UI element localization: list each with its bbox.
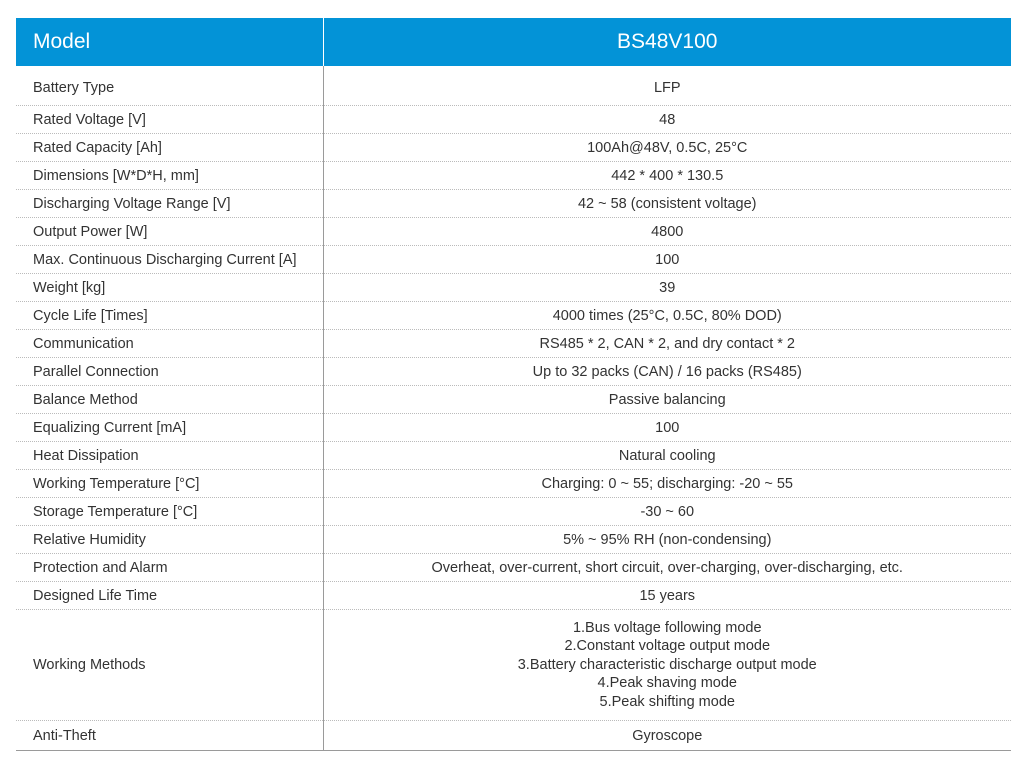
spec-label: Battery Type: [16, 66, 323, 106]
working-method-item: 4.Peak shaving mode: [597, 675, 737, 692]
header-label: Model: [16, 18, 323, 66]
spec-value: 442 * 400 * 130.5: [323, 162, 1011, 190]
spec-label: Designed Life Time: [16, 582, 323, 610]
spec-row-weight: [16, 274, 1011, 302]
spec-value: LFP: [323, 66, 1011, 106]
spec-value: Passive balancing: [323, 386, 1011, 414]
spec-label: Communication: [16, 330, 323, 358]
spec-value: 39: [323, 274, 1011, 302]
spec-label: Weight [kg]: [16, 274, 323, 302]
spec-row-working-methods: [16, 610, 1011, 721]
working-method-item: 5.Peak shifting mode: [599, 693, 735, 710]
spec-row-max-discharging-current: [16, 246, 1011, 274]
spec-value: 42 ~ 58 (consistent voltage): [323, 190, 1011, 218]
spec-label: Equalizing Current [mA]: [16, 414, 323, 442]
spec-label: Working Temperature [°C]: [16, 470, 323, 498]
spec-row-equalizing-current: [16, 414, 1011, 442]
spec-label: Anti-Theft: [16, 721, 323, 751]
spec-label: Parallel Connection: [16, 358, 323, 386]
spec-value: 48: [323, 106, 1011, 134]
spec-value: 15 years: [323, 582, 1011, 610]
spec-value: 100: [323, 246, 1011, 274]
spec-label: Dimensions [W*D*H, mm]: [16, 162, 323, 190]
spec-row-balance-method: [16, 386, 1011, 414]
spec-label: Balance Method: [16, 386, 323, 414]
spec-row-parallel-connection: [16, 358, 1011, 386]
spec-row-designed-life-time: [16, 582, 1011, 610]
spec-label: Rated Capacity [Ah]: [16, 134, 323, 162]
spec-row-cycle-life: [16, 302, 1011, 330]
spec-row-heat-dissipation: [16, 442, 1011, 470]
spec-value: 4000 times (25°C, 0.5C, 80% DOD): [323, 302, 1011, 330]
spec-label: Working Methods: [16, 610, 323, 721]
spec-value: 5% ~ 95% RH (non-condensing): [323, 526, 1011, 554]
spec-value: 4800: [323, 218, 1011, 246]
spec-value: 100Ah@48V, 0.5C, 25°C: [323, 134, 1011, 162]
working-methods-list: [323, 610, 1011, 721]
spec-row-battery-type: [16, 66, 1011, 106]
spec-label: Relative Humidity: [16, 526, 323, 554]
working-method-item: 2.Constant voltage output mode: [564, 638, 771, 655]
spec-label: Cycle Life [Times]: [16, 302, 323, 330]
spec-value: RS485 * 2, CAN * 2, and dry contact * 2: [323, 330, 1011, 358]
spec-table: [16, 18, 1011, 751]
spec-label: Max. Continuous Discharging Current [A]: [16, 246, 323, 274]
spec-value: 100: [323, 414, 1011, 442]
spec-row-communication: [16, 330, 1011, 358]
spec-row-relative-humidity: [16, 526, 1011, 554]
working-method-item: 1.Bus voltage following mode: [572, 619, 762, 636]
spec-value: Natural cooling: [323, 442, 1011, 470]
spec-row-output-power: [16, 218, 1011, 246]
working-method-item: 3.Battery characteristic discharge output mode: [517, 656, 817, 673]
spec-label: Rated Voltage [V]: [16, 106, 323, 134]
header-model-value: BS48V100: [323, 18, 1011, 66]
spec-row-storage-temperature: [16, 498, 1011, 526]
spec-label: Protection and Alarm: [16, 554, 323, 582]
spec-row-anti-theft: [16, 721, 1011, 751]
spec-value: -30 ~ 60: [323, 498, 1011, 526]
header-row: [16, 18, 1011, 66]
spec-value: Overheat, over-current, short circuit, over-charging, over-discharging, etc.: [323, 554, 1011, 582]
spec-row-working-temperature: [16, 470, 1011, 498]
spec-row-rated-capacity: [16, 134, 1011, 162]
spec-value: Up to 32 packs (CAN) / 16 packs (RS485): [323, 358, 1011, 386]
spec-label: Heat Dissipation: [16, 442, 323, 470]
spec-row-rated-voltage: [16, 106, 1011, 134]
spec-label: Output Power [W]: [16, 218, 323, 246]
spec-row-discharging-voltage-range: [16, 190, 1011, 218]
spec-value: Gyroscope: [323, 721, 1011, 751]
spec-row-dimensions: [16, 162, 1011, 190]
spec-label: Storage Temperature [°C]: [16, 498, 323, 526]
spec-value: Charging: 0 ~ 55; discharging: -20 ~ 55: [323, 470, 1011, 498]
spec-label: Discharging Voltage Range [V]: [16, 190, 323, 218]
spec-row-protection-alarm: [16, 554, 1011, 582]
